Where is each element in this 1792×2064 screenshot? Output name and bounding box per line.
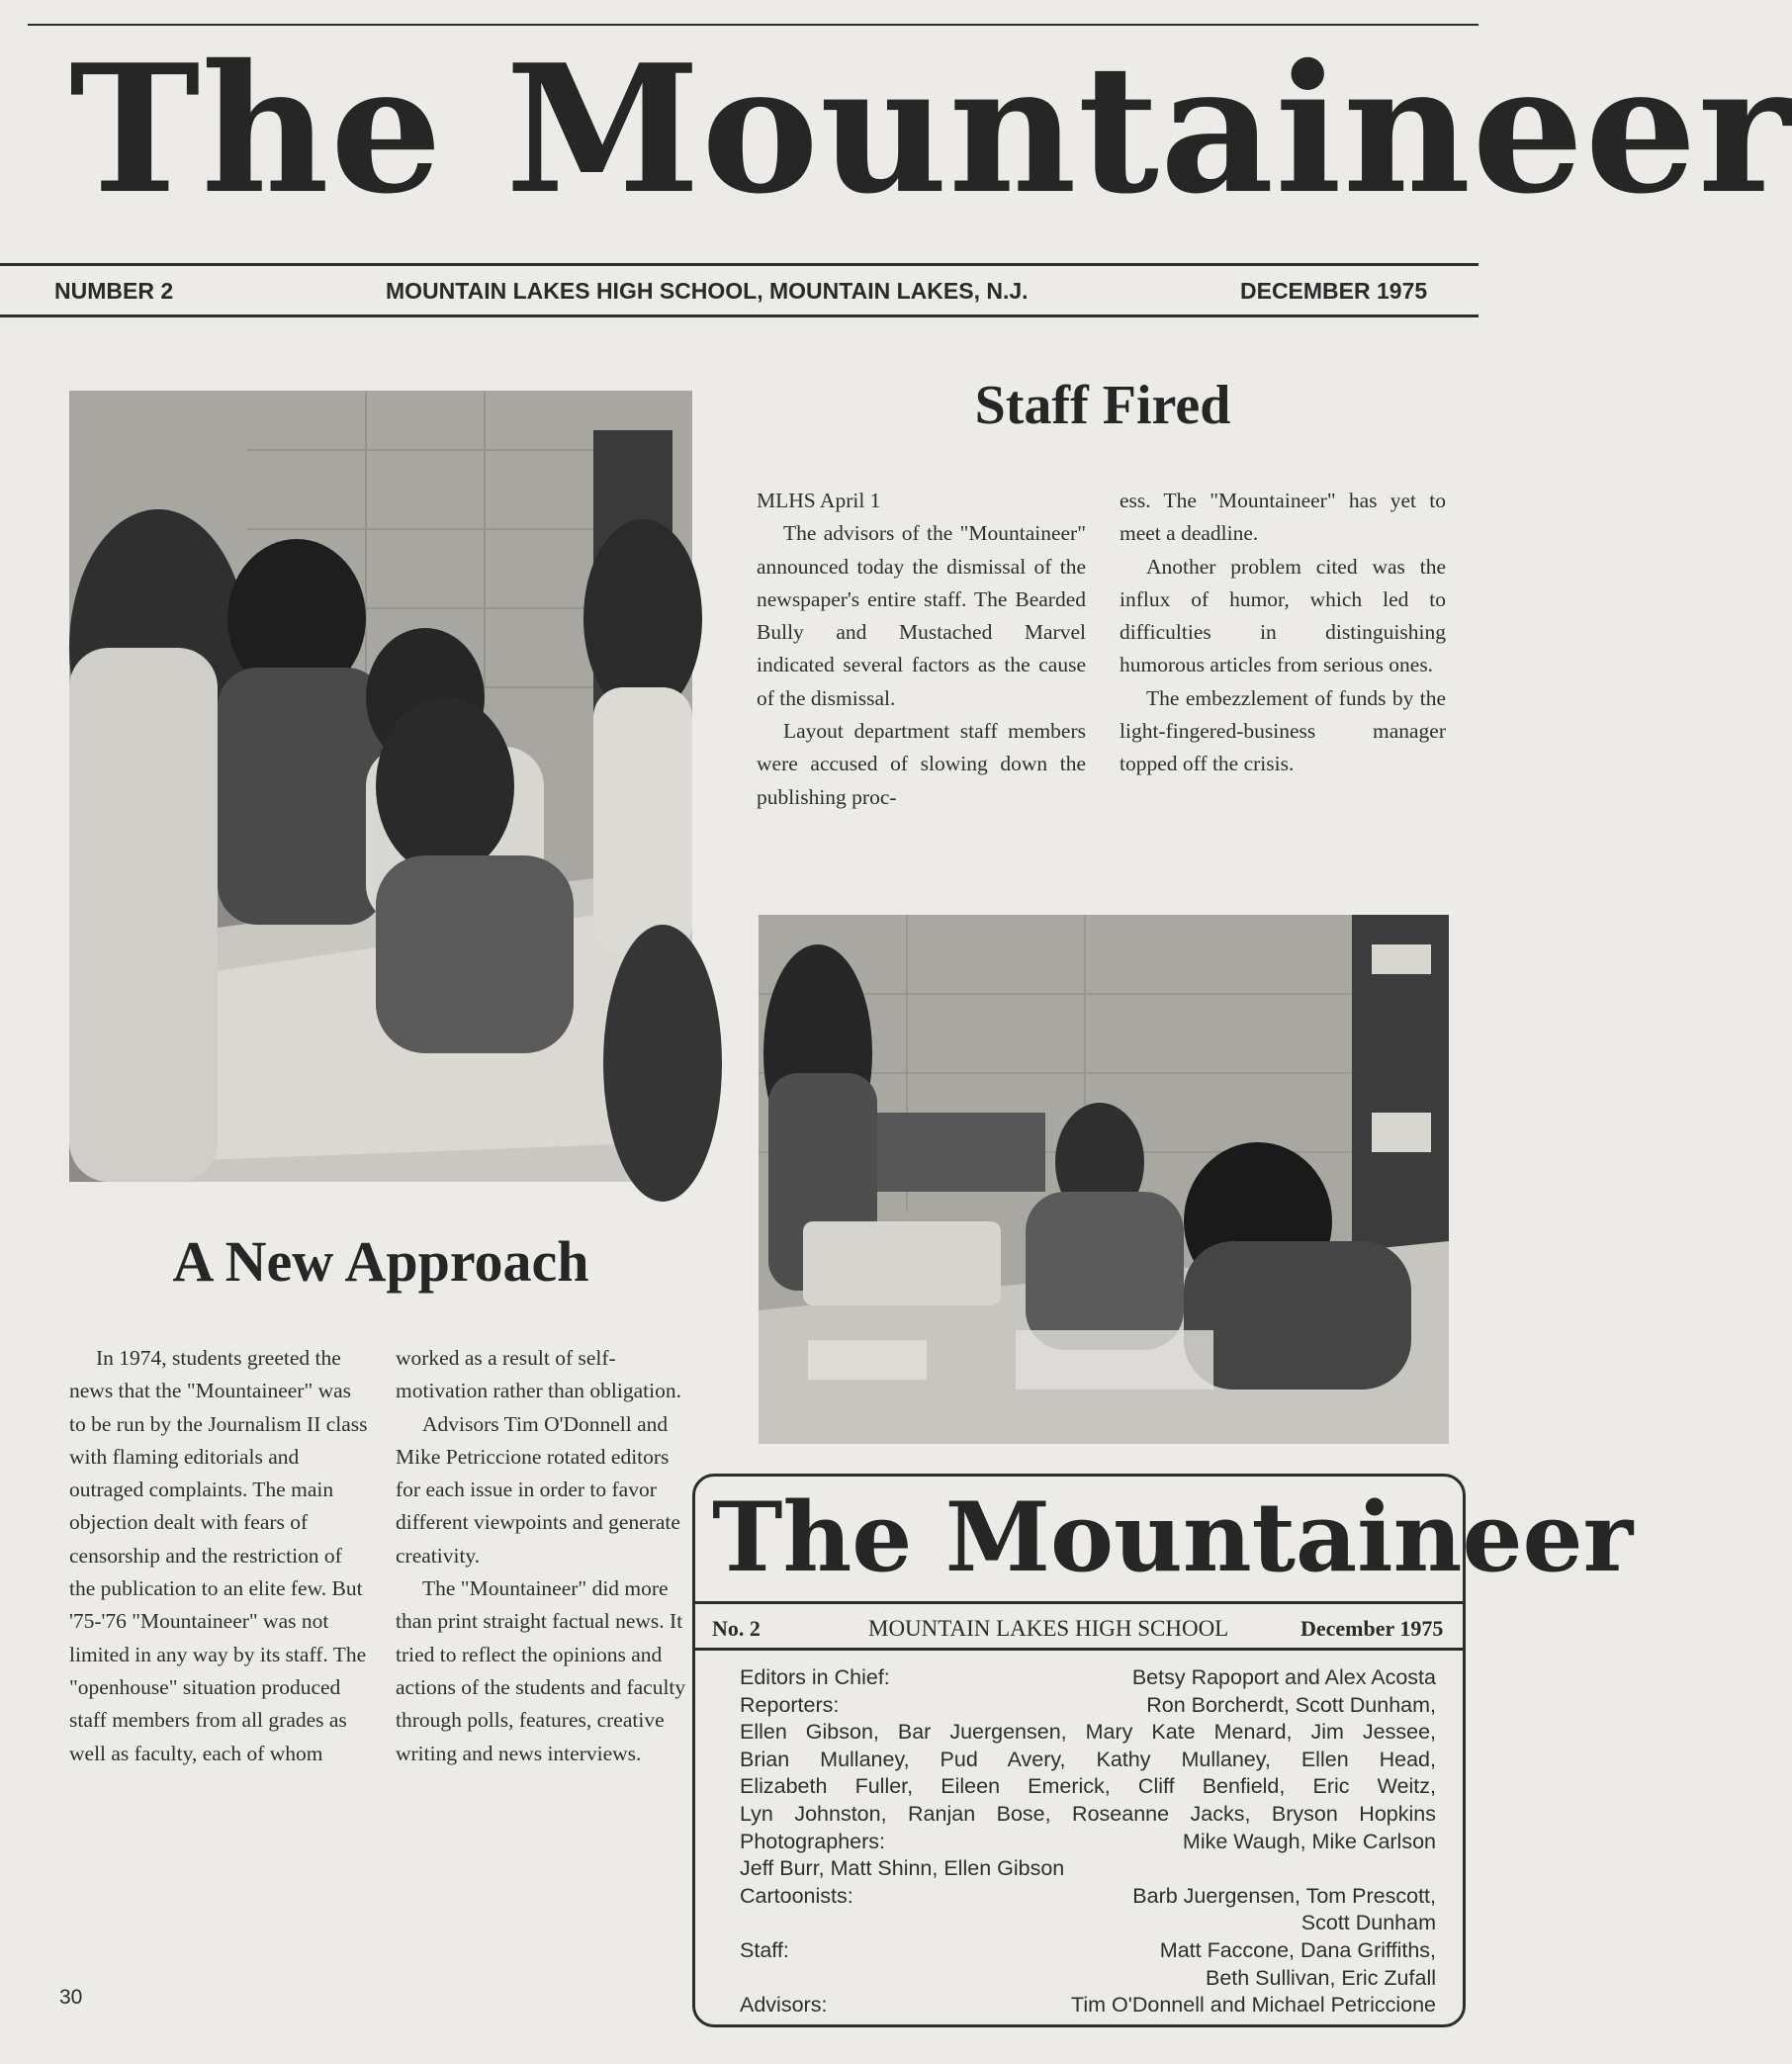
- paragraph: Layout department staff members were accused of slowing down the publishing proc-: [757, 719, 1086, 809]
- cartoonists-label: Cartoonists:: [740, 1883, 853, 1908]
- masthead-rule-upper: [0, 263, 1478, 266]
- paragraph: worked as a result of self-motivation rather than obligation.: [396, 1346, 681, 1403]
- credit-row-cartoonists: [740, 1883, 1436, 1911]
- paragraph: Another problem cited was the influx of humor, which led to difficulties in distinguishing humorous articles from serious ones.: [1120, 554, 1446, 677]
- paragraph: The advisors of the "Mountaineer" announced today the dismissal of the newspaper's entire staff. The Bearded Bully and Mustached Marvel indicated several factors as the cause of the dismissal.: [757, 521, 1086, 710]
- staff-names: Matt Faccone, Dana Griffiths,: [1159, 1937, 1436, 1962]
- paragraph: In 1974, students greeted the news that the "Mountaineer" was to be run by the Journalism II class with flaming editorials and outraged complaints. The main objection dealt with fears of censorship and the restriction of the publication to an elite few. But '75-'76 "Mountaineer" was not limited in any way by its staff. The "openhouse" situation produced staff members from all grades as well as faculty, each of whom: [69, 1346, 368, 1765]
- cartoonists-names: Barb Juergensen, Tom Prescott,: [1132, 1883, 1436, 1908]
- reporters-line: Brian Mullaney, Pud Avery, Kathy Mullaney, Ellen Head,: [740, 1747, 1436, 1771]
- cartoonists-line: Scott Dunham: [1300, 1911, 1436, 1935]
- headline-staff-fired: Staff Fired: [974, 375, 1231, 436]
- reporters-names: Ron Borcherdt, Scott Dunham,: [1146, 1692, 1436, 1717]
- credit-row-staff: [740, 1937, 1436, 1965]
- staff-fired-col-1: [757, 485, 1086, 814]
- staff-photo-2: [759, 915, 1449, 1444]
- staff-photo-1: [69, 391, 692, 1182]
- editors-label: Editors in Chief:: [740, 1665, 890, 1689]
- paragraph: The "Mountaineer" did more than print straight factual news. It tried to reflect the opinions and actions of the students and faculty through polls, features, creative writing and news interviews.: [396, 1576, 686, 1765]
- paragraph: Advisors Tim O'Donnell and Mike Petriccione rotated editors for each issue in order to favor different viewpoints and generate creativity.: [396, 1411, 680, 1568]
- staff-box-rule-lower: [694, 1648, 1464, 1651]
- staff-box-number: No. 2: [712, 1616, 761, 1641]
- headline-new-approach: A New Approach: [172, 1229, 589, 1294]
- staff-box-school: MOUNTAIN LAKES HIGH SCHOOL: [868, 1616, 1229, 1641]
- new-approach-col-1: [69, 1342, 368, 1770]
- page-number: 30: [59, 1986, 83, 2009]
- issue-date: DECEMBER 1975: [1240, 278, 1428, 304]
- photographers-label: Photographers:: [740, 1829, 886, 1853]
- masthead-rule-lower: [0, 314, 1478, 317]
- photographers-names: Mike Waugh, Mike Carlson: [1182, 1829, 1436, 1853]
- reporters-label: Reporters:: [740, 1692, 840, 1717]
- paragraph: ess. The "Mountaineer" has yet to meet a deadline.: [1120, 489, 1446, 546]
- staff-box-date: December 1975: [1300, 1616, 1444, 1641]
- credit-row-editors: [740, 1664, 1436, 1692]
- reporters-line: Ellen Gibson, Bar Juergensen, Mary Kate Menard, Jim Jessee,: [740, 1720, 1436, 1745]
- issue-number: NUMBER 2: [54, 278, 174, 304]
- reporters-line: Elizabeth Fuller, Eileen Emerick, Cliff Benfield, Eric Weitz,: [740, 1774, 1436, 1799]
- credit-row-reporters: [740, 1692, 1436, 1720]
- photographers-line: Jeff Burr, Matt Shinn, Ellen Gibson: [740, 1856, 1065, 1881]
- paragraph: The embezzlement of funds by the light-fingered-business manager topped off the crisis.: [1120, 685, 1446, 776]
- new-approach-col-2: [396, 1342, 687, 1770]
- staff-fired-col-2: [1120, 485, 1446, 781]
- masthead-title: The Mountaineer: [69, 26, 1792, 232]
- reporters-line: Lyn Johnston, Ranjan Bose, Roseanne Jacks, Bryson Hopkins: [740, 1801, 1436, 1826]
- editors-names: Betsy Rapoport and Alex Acosta: [1131, 1665, 1436, 1689]
- school-name: MOUNTAIN LAKES HIGH SCHOOL, MOUNTAIN LAKES, N.J.: [386, 278, 1029, 304]
- staff-box-rule-upper: [694, 1601, 1464, 1604]
- credit-row-advisors: [740, 1992, 1436, 2019]
- advisors-names: Tim O'Donnell and Michael Petriccione: [1071, 1993, 1436, 2018]
- staff-credits: [740, 1664, 1436, 2019]
- staff-label: Staff:: [740, 1937, 789, 1962]
- staff-box-title: The Mountaineer: [712, 1481, 1634, 1593]
- advisors-label: Advisors:: [740, 1993, 828, 2018]
- credit-row-photographers: [740, 1829, 1436, 1856]
- staff-line: Beth Sullivan, Eric Zufall: [1205, 1965, 1436, 1990]
- dateline: MLHS April 1: [757, 489, 881, 512]
